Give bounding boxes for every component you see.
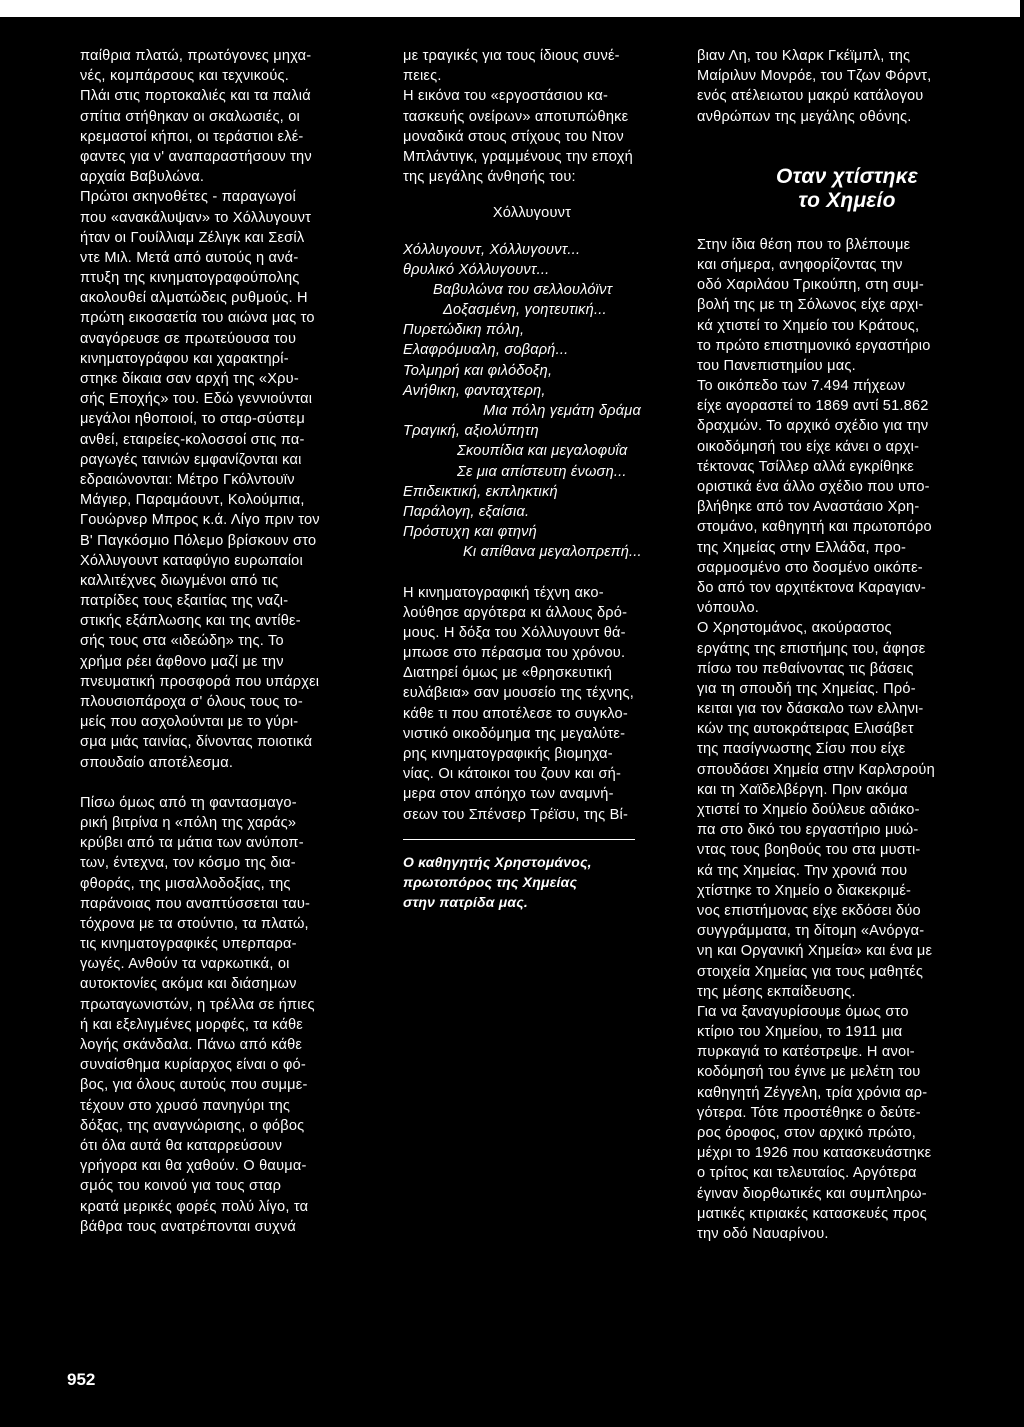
text-line: Πίσω όμως από τη φαντασμαγο- xyxy=(80,794,297,811)
text-line: την οδό Ναυαρίνου. xyxy=(697,1225,829,1242)
poem-line: Βαβυλώνα του σελλουλόϊντ xyxy=(433,281,613,298)
text-line: τέκτονας Τσίλλερ αλλά εγκρίθηκε xyxy=(697,458,914,475)
poem-line: Πρόστυχη και φτηνή xyxy=(403,524,537,541)
text-line: νος επιστήμονας είχε εκδόσει δύο xyxy=(697,902,921,919)
text-line: ευλάβεια» σαν μουσείο της τέχνης, xyxy=(403,685,634,702)
text-line: δο από τον αρχιτέκτονα Καραγιαν- xyxy=(697,579,926,596)
text-line: ο τρίτος και τελευταίος. Αργότερα xyxy=(697,1165,917,1182)
text-line: γωγές. Ανθούν τα ναρκωτικά, οι xyxy=(80,956,290,973)
text-line: πυρκαγιά το κατέστρεψε. Η ανοι- xyxy=(697,1044,915,1061)
text-line: τασκευής ονείρων» αποτυπώθηκε xyxy=(403,108,629,125)
column-3 xyxy=(697,46,997,1244)
text-line: νές, κομπάρσους και τεχνικούς. xyxy=(80,68,290,85)
text-line: ή και εξελιγμένες μορφές, τα κάθε xyxy=(80,1016,303,1033)
text-line: Το οικόπεδο των 7.494 πήχεων xyxy=(697,378,906,395)
text-line: που «ανακάλυψαν» το Χόλλυγουντ xyxy=(80,209,312,226)
text-line: μερα στον απόηχο των αναμνή- xyxy=(403,786,614,803)
text-line: αναγόρευσε σε πρωτεύουσα του xyxy=(80,330,297,347)
text-line: συγγράμματα, τη δίτομη «Ανόργα- xyxy=(697,923,925,940)
paragraph-gap xyxy=(403,224,661,240)
section-gap xyxy=(697,127,997,157)
text-line: ματικές κτιριακές κατασκευές προς xyxy=(697,1205,927,1222)
text-line: Διατηρεί όμως με «θρησκευτική xyxy=(403,665,613,682)
text-line: κρύβει από τα μάτια των ανύποπ- xyxy=(80,835,304,852)
text-line: Ο Χρηστομάνος, ακούραστος xyxy=(697,620,892,637)
poem-line: Κι απίθανα μεγαλοπρεπή... xyxy=(463,544,642,561)
text-line: ανθεί, εταιρείες-κολοσσοί στις πα- xyxy=(80,431,305,448)
text-line: κινηματογράφου και χαρακτηρί- xyxy=(80,350,289,367)
text-line: ρική βιτρίνα η «πόλη της χαράς» xyxy=(80,814,297,831)
text-line: καλλιτέχνες διωγμένοι από τις xyxy=(80,572,279,589)
paragraph-gap xyxy=(403,187,661,203)
poem-line: Σε μια απίστευτη ένωση... xyxy=(457,463,627,480)
poem-line: Τραγική, αξιολύπητη xyxy=(403,423,539,440)
text-line: τέχουν στο χρυσό πανηγύρι της xyxy=(80,1097,291,1114)
text-line: ντας τους βοηθούς του στα μυστι- xyxy=(697,842,921,859)
text-line: Μπλάντιγκ, γραμμένους την εποχή xyxy=(403,148,633,165)
text-line: Η κινηματογραφική τέχνη ακο- xyxy=(403,584,604,601)
text-line: Πρώτοι σκηνοθέτες - παραγωγοί xyxy=(80,189,296,206)
text-line: δραχμών. Το αρχικό σχέδιο για την xyxy=(697,418,929,435)
section-gap xyxy=(697,213,997,235)
text-line: ντε Μιλ. Μετά από αυτούς η ανά- xyxy=(80,249,299,266)
text-line: Η εικόνα του «εργοστάσιου κα- xyxy=(403,88,609,105)
text-line: Στην ίδια θέση που το βλέπουμε xyxy=(697,236,911,253)
text-line: πνευματική προσφορά που υπάρχει xyxy=(80,673,320,690)
text-line: μείς που ασχολούνται με το γύρι- xyxy=(80,714,299,731)
text-line: δόξας, της αναγνώρισης, ο φόβος xyxy=(80,1117,305,1134)
text-line: κρατά μερικές φορές πολύ λίγο, τα xyxy=(80,1198,309,1215)
text-line: βάθρα τους ανατρέπονται συχνά xyxy=(80,1218,296,1235)
text-line: πρωταγωνιστών, η τρέλλα σε ήπιες xyxy=(80,996,315,1013)
caption-line: στην πατρίδα μας. xyxy=(403,894,528,911)
text-line: σπουδαίο αποτέλεσμα. xyxy=(80,754,234,771)
text-line: φθοράς, της μισαλλοδοξίας, της xyxy=(80,875,291,892)
text-line: οδό Χαριλάου Τρικούπη, στη συμ- xyxy=(697,277,924,294)
text-line: ραγωγές ταινιών εμφανίζονται και xyxy=(80,451,302,468)
text-line: Χόλλυγουντ καταφύγιο ευρωπαίοι xyxy=(80,552,303,569)
text-line: σαρμοσμένο στο δοσμένο οικόπε- xyxy=(697,559,923,576)
text-line: οριστικά ένα άλλο σχέδιο που υπο- xyxy=(697,479,930,495)
text-line: ενός ατέλειωτου μακρύ κατάλογου xyxy=(697,88,924,105)
text-line: μέχρι το 1926 που κατασκευάστηκε xyxy=(697,1145,932,1162)
text-line: μεγάλοι ηθοποιοί, το σταρ-σύστεμ xyxy=(80,411,305,428)
text-line: χρήμα ρέει άφθονο μαζί με την xyxy=(80,653,284,670)
poem-line: Χόλλυγουντ, Χόλλυγουντ... xyxy=(403,241,581,258)
caption-line: πρωτοπόρος της Χημείας xyxy=(403,873,578,890)
text-line: κά χτιστεί το Χημείο του Κράτους, xyxy=(697,317,920,334)
text-line: γρήγορα και θα χαθούν. Ο θαυμα- xyxy=(80,1158,307,1175)
poem xyxy=(403,240,661,563)
section-heading-line: Οταν χτίστηκε xyxy=(776,164,918,188)
text-line: με τραγικές για τους ίδιους συνέ- xyxy=(403,48,620,64)
text-line: παράνοιας που αναπτύσσεται ταυ- xyxy=(80,895,311,912)
poem-title: Χόλλυγουντ xyxy=(492,205,572,222)
column-1 xyxy=(80,46,375,1237)
text-line: σπίτια στήθηκαν οι σκαλωσιές, οι xyxy=(80,108,300,125)
text-line: Β' Παγκόσμιο Πόλεμο βρίσκουν στο xyxy=(80,532,317,549)
text-line: έγιναν διορθωτικές και συμπληρω- xyxy=(697,1185,927,1202)
text-line: Πλάι στις πορτοκαλιές και τα παλιά xyxy=(80,88,311,105)
text-line: της μεγάλης άνθησής του: xyxy=(403,169,576,186)
text-line: ήταν οι Γουίλλιαμ Ζέλιγκ και Σεσίλ xyxy=(80,229,305,246)
text-line: της Χημείας στην Ελλάδα, προ- xyxy=(697,539,907,556)
poem-line: Ανήθικη, φανταχτερη, xyxy=(403,382,546,399)
text-line: στομάνο, καθηγητή και πρωτοπόρο xyxy=(697,519,932,536)
text-line: Γουώρνερ Μπρος κ.ά. Λίγο πριν τον xyxy=(80,512,320,529)
text-line: μους. Η δόξα του Χόλλυγουντ θά- xyxy=(403,624,626,641)
text-line: νιστικό οικοδόμημα της μεγαλύτε- xyxy=(403,725,626,742)
page-number: 952 xyxy=(67,1370,96,1389)
poem-line: Τολμηρή και φιλόδοξη, xyxy=(403,362,553,379)
text-line: για τη σπουδή της Χημείας. Πρό- xyxy=(697,680,916,697)
text-line: παίθρια πλατώ, πρωτόγονες μηχα- xyxy=(80,48,312,64)
poem-line: Παράλογη, εξαίσια. xyxy=(403,503,530,520)
text-line: πειες. xyxy=(403,68,442,85)
text-line: μπωσε στο πέρασμα του χρόνου. xyxy=(403,645,626,662)
text-line: τόχρονα με τα στούντιο, τα πλατώ, xyxy=(80,915,309,932)
text-line: ρος όροφος, στον αρχικό πρώτο, xyxy=(697,1125,917,1141)
text-line: Μάγιερ, Παραμάουντ, Κολούμπια, xyxy=(80,492,305,509)
text-line: βιαν Λη, του Κλαρκ Γκέϊμπλ, της xyxy=(697,48,911,64)
section-heading xyxy=(697,165,997,213)
text-line: Για να ξαναγυρίσουμε όμως στο xyxy=(697,1003,909,1020)
text-line: πατρίδες τους εξαιτίας της ναζι- xyxy=(80,593,289,610)
poem-line: Σκουπίδια και μεγαλοφυΐα xyxy=(457,443,628,460)
text-line: γότερα. Τότε προστέθηκε ο δεύτε- xyxy=(697,1104,921,1121)
text-line: κών της αυτοκράτειρας Ελισάβετ xyxy=(697,721,914,738)
text-line: και σήμερα, ανηφορίζοντας την xyxy=(697,256,903,273)
text-line: Μαίριλυν Μονρόε, του Τζων Φόρντ, xyxy=(697,68,932,85)
text-line: αρχαία Βαβυλώνα. xyxy=(80,169,205,186)
text-line: χτιστεί το Χημείο δούλευε αδιάκο- xyxy=(697,802,920,818)
poem-line: Ελαφρόμυαλη, σοβαρή... xyxy=(403,342,569,359)
text-line: είχε αγοραστεί το 1869 αντί 51.862 xyxy=(697,398,929,415)
poem-line: Δοξασμένη, γοητευτική... xyxy=(443,302,607,319)
text-line: συναίσθημα κυρίαρχος είναι ο φό- xyxy=(80,1057,306,1074)
text-line: της πασίγνωστης Σίσυ που είχε xyxy=(697,741,906,758)
text-line: τις κινηματογραφικές υπερπαρα- xyxy=(80,936,297,953)
text-line: πίσω του πεθαίνοντας τις βάσεις xyxy=(697,660,914,677)
text-line: βλήθηκε από τον Αναστάσιο Χρη- xyxy=(697,499,920,516)
text-line: ρης κινηματογραφικής βιομηχα- xyxy=(403,746,613,762)
text-line: των, έντεχνα, τον κόσμο της δια- xyxy=(80,855,296,872)
text-line: σής Εποχής» του. Εδώ γεννιούνται xyxy=(80,391,313,408)
text-line: στηκε δίκαια σαν αρχή της «Χρυ- xyxy=(80,371,299,387)
text-line: στικής εξάπλωσης και της αντίθε- xyxy=(80,613,301,630)
photo-caption xyxy=(403,852,661,913)
text-line: πλουσιοπάροχα σ' όλους τους το- xyxy=(80,694,303,710)
text-line: κειται για τον δάσκαλο των ελληνι- xyxy=(697,701,924,718)
top-border-notch xyxy=(1020,0,1024,17)
text-line: της μέσης εκπαίδευσης. xyxy=(697,983,856,1000)
poem-line: Πυρετώδικη πόλη, xyxy=(403,322,525,339)
section-heading-line: το Χημείο xyxy=(798,188,896,212)
poem-line: Μια πόλη γεμάτη δράμα xyxy=(483,403,641,419)
text-line: νίας. Οι κάτοικοι του ζουν και σή- xyxy=(403,766,622,783)
text-line: νη και Οργανική Χημεία» και ένα με xyxy=(697,943,933,960)
text-line: λογής σκάνδαλα. Πάνω από κάθε xyxy=(80,1037,303,1053)
text-line: πρώτη εικοσαετία του αιώνα μας το xyxy=(80,310,315,327)
text-line: σπουδάσει Χημεία στην Καρλσρούη xyxy=(697,761,935,778)
text-line: πτυξη της κινηματογραφούπολης xyxy=(80,270,300,287)
caption-line: Ο καθηγητής Χρηστομάνος, xyxy=(403,853,592,870)
text-line: κρεμαστοί κήποι, οι τεράστιοι ελέ- xyxy=(80,128,304,145)
text-line: κοδόμησή του έγινε με μελέτη του xyxy=(697,1064,921,1081)
text-line: ακολουθεί αλματώδεις ρυθμούς. Η xyxy=(80,290,308,307)
text-line: χτίστηκε το Χημείο ο διακεκριμέ- xyxy=(697,882,912,899)
column-2 xyxy=(403,46,661,912)
text-line: το πρώτο επιστημονικό εργαστήριο xyxy=(697,337,931,354)
text-line: σμός του κοινού για τους σταρ xyxy=(80,1178,282,1195)
text-line: κά της Χημείας. Την χρονιά που xyxy=(697,862,908,879)
text-line: ότι όλα αυτά θα καταρρεύσουν xyxy=(80,1137,283,1154)
text-line: μοναδικά στους στίχους του Ντον xyxy=(403,128,624,145)
text-line: φαντες για ν' αναπαραστήσουν την xyxy=(80,148,312,165)
text-line: κάθε τι που αποτέλεσε το συγκλο- xyxy=(403,705,628,722)
text-line: εργάτης της επιστήμης του, άφησε xyxy=(697,640,926,657)
text-line: λούθησε αργότερα κι άλλους δρό- xyxy=(403,604,628,621)
text-line: του Πανεπιστημίου μας. xyxy=(697,357,856,374)
text-line: νόπουλο. xyxy=(697,600,760,617)
poem-line: Επιδεικτική, εκπληκτική xyxy=(403,483,558,500)
text-line: και τη Χαϊδελβέργη. Πριν ακόμα xyxy=(697,781,908,798)
text-line: ανθρώπων της μεγάλης οθόνης. xyxy=(697,108,912,125)
text-line: βολή της με τη Σόλωνος είχε αρχι- xyxy=(697,297,924,314)
text-line: βος, για όλους αυτούς που συμμε- xyxy=(80,1077,308,1094)
text-line: οικοδόμησή του είχε κάνει ο αρχι- xyxy=(697,438,920,455)
text-line: κτίριο του Χημείου, το 1911 μια xyxy=(697,1024,903,1041)
caption-rule xyxy=(403,839,635,840)
top-border xyxy=(0,0,1024,17)
paragraph-gap xyxy=(80,773,375,793)
poem-line: θρυλικό Χόλλυγουντ... xyxy=(403,261,550,278)
text-line: εδραιώνονται: Μέτρο Γκόλντουϊν xyxy=(80,471,295,488)
text-line: αυτοκτονίες ακόμα και διάσημων xyxy=(80,976,297,993)
text-line: καθηγητή Ζέγγελη, τρία χρόνια αρ- xyxy=(697,1084,928,1101)
paragraph-gap xyxy=(403,563,661,583)
text-line: στοιχεία Χημείας για τους μαθητές xyxy=(697,963,924,980)
text-line: σεων του Σπένσερ Τρέϊσυ, της Βί- xyxy=(403,806,629,823)
text-line: πα στο δικό του εργαστήριο μυώ- xyxy=(697,822,919,839)
text-line: σής τους στα «ιδεώδη» της. Το xyxy=(80,633,284,650)
text-line: σμα μιάς ταινίας, δίνοντας ποιοτικά xyxy=(80,734,313,751)
